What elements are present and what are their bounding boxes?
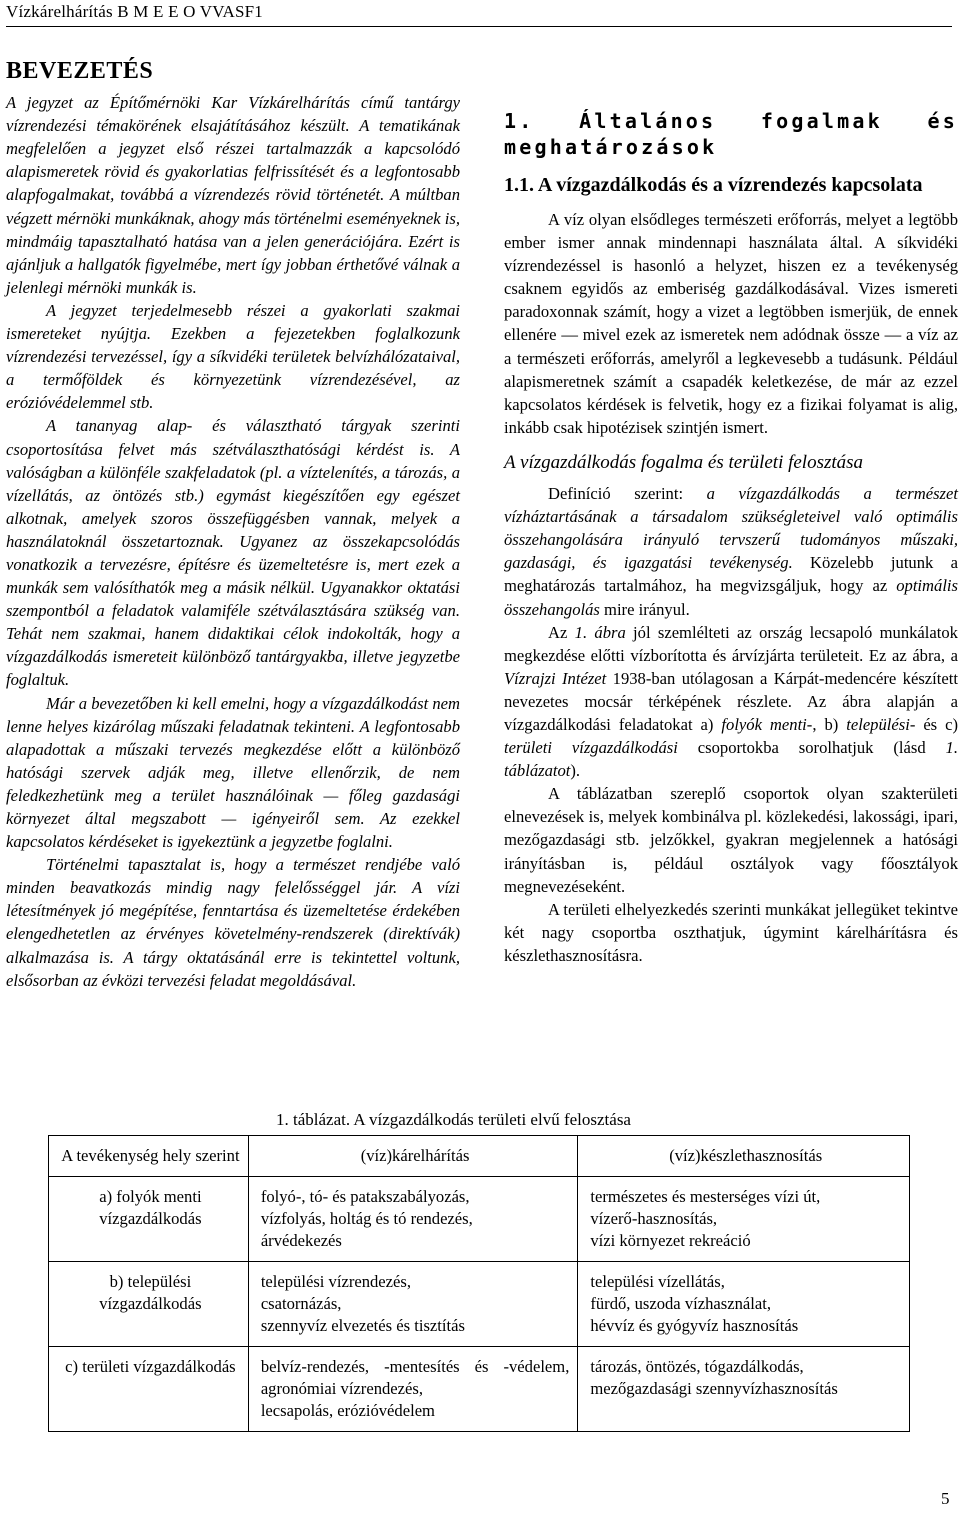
header-cell-damage-control: (víz)kárelhárítás: [248, 1136, 578, 1177]
text-run: - és c): [909, 714, 959, 734]
damage-control-cell: [248, 1262, 578, 1347]
table-caption: 1. táblázat. A vízgazdálkodás területi elvű felosztása: [276, 1110, 631, 1129]
definition-mid: Közelebb jutunk a meghatározás tartalmához, ha megvizsgáljuk, hogy az: [504, 553, 958, 596]
cell-line: vízi környezet rekreáció: [590, 1231, 751, 1250]
resource-use-cell: [578, 1262, 910, 1347]
intro-paragraph: A jegyzet terjedelmesebb részei a gyakorlati szakmai ismereteket nyújtja. Ezekben a fejezetekben foglalkozunk vízrendezési tervezéssel, így a síkvidéki területek belvízhálózataival, a termőföldek és környezetünk vízrendezésével, az erózióvédelemmel stb.: [6, 300, 460, 413]
row-label: c) területi vízgazdálkodás: [49, 1347, 249, 1432]
figure-paragraph: [504, 621, 958, 783]
cell-line: szennyvíz elvezetés és tisztítás: [260, 1316, 465, 1335]
cell-line: csatornázás,: [260, 1294, 342, 1313]
running-header: Vízkárelhárítás B M E E O VVASF1: [6, 2, 952, 27]
body-paragraph: A területi elhelyezkedés szerinti munkákat jellegüket tekintve két nagy csoportba oszthatjuk, úgymint kárelhárításra és készlethasznosításra.: [504, 899, 958, 965]
cell-line: folyó-, tó- és patakszabályozás,: [260, 1187, 470, 1206]
allocation-table: [48, 1135, 910, 1432]
institute-name: Vízrajzi Intézet: [504, 668, 607, 688]
intro-paragraph: A tananyag alap- és választható tárgyak szerinti csoportosítása felvet más szétválaszthatósági kérdést is. A valóságban a különféle szakfeladatok (pl. a víztelenítés, a tározás, a vízellátás, az öntözés stb.) egymást kiegészítően egy egészet alkotnak, amelyek szoros összefüggésben vannak, melyek a használatoknál összetartoznak. Ugyanez az összekapcsolódás vonatkozik a tervezésre, építésre és üzemeltetésre is, mert ezek a munkák sem valósíthatók meg a másik nélkül. Ugyanakkor oktatási szempontból a feladatok valamiféle szétválasztására szükség van. Tehát nem szakmai, hanem didaktikai célok indokolták, hogy a vízgazdálkodás ismereteit különböző tantárgyakba, illetve jegyzetbe foglaltuk.: [6, 416, 460, 690]
cell-line: települési vízellátás,: [590, 1272, 725, 1291]
cell-line: vízfolyás, holtág és tó rendezés,: [260, 1209, 473, 1228]
text-run: Az: [548, 622, 575, 642]
header-cell-resource-use: (víz)készlethasznosítás: [578, 1136, 910, 1177]
figure-reference: 1. ábra: [574, 622, 626, 642]
cell-line: vízerő-hasznosítás,: [590, 1209, 718, 1228]
cell-line: belvíz-rendezés, -mentesítés és -védelem, agronómiai vízrendezés,: [260, 1357, 570, 1398]
body-paragraph: A víz olyan elsődleges természeti erőforrás, melyet a legtöbb ember ismer annak mindennapi használata által. A síkvidéki vízrendezéssel is hasonló a helyzet, hiszen ez a tevékenység csaknem egyidős az emberiség gazdálkodásával. Vizes ismereti paradoxonnak számít, hogy a vizet a legtöbben ismerjük, de ennek ellenére — mivel ezek az ismeretek nem adódnak össze — a víz az a természeti erőforrás, amelyről a legkevesebb a tudásunk. Például alapismeretnek számít a csapadék keletkezése, de már az ezzel kapcsolatos kérdések is felvetik, hogy ez a fizikai folyamat is alig, inkább csak hipotézisek szintjén ismert.: [504, 210, 958, 437]
intro-title: BEVEZETÉS: [6, 58, 154, 84]
text-run: ).: [570, 761, 581, 781]
damage-control-cell: [248, 1177, 578, 1262]
intro-paragraph: A jegyzet az Építőmérnöki Kar Vízkárelhárítás című tantárgy vízrendezési témakörének elsajátításához készült. A tematikának megfelelően a jegyzet első részei tartalmazzák a kapcsolódó alapismeretek rövid és gyakorlatias felfrissítését és a legfontosabb alapfogalmakat, továbbá a vízrendezés rövid történetét. A múltban végzett mérnöki munkáknak, ahogy más történelmi eseményeknek is, mindmáig tapasztalható hatása van a jelen generációjára. Ezért is ajánljuk a hallgatók figyelmébe, mert így jobban érthetővé válnak a jelenlegi mérnöki munkák is.: [6, 93, 460, 297]
group-a-term: folyók menti: [721, 714, 807, 734]
definition-lead: Definíció szerint:: [548, 484, 707, 504]
cell-line: mezőgazdasági szennyvízhasznosítás: [590, 1379, 838, 1398]
intro-paragraph: Történelmi tapasztalat is, hogy a természet rendjébe való minden beavatkozás mindig nagy felelősséggel jár. A vízi létesítmények jó megépítése, fenntartása és üzemeltetése érdekében elengedhetetlen az érvényes követelmény-rendszerek (direktívák) alkalmazása is. A tárgy oktatásánál erre is tekintettel voltunk, elsősorban az évközi tervezési feladat megoldásával.: [6, 855, 460, 990]
damage-control-cell: [248, 1347, 578, 1432]
table-reference: 1. táblázatot: [504, 738, 958, 781]
cell-line: természetes és mesterséges vízi út,: [590, 1187, 821, 1206]
cell-line: fürdő, uszoda vízhasználat,: [590, 1294, 771, 1313]
definition-paragraph: [504, 482, 958, 621]
table-row: [49, 1177, 910, 1262]
table-row: [49, 1347, 910, 1432]
resource-use-cell: [578, 1347, 910, 1432]
row-label: b) települési vízgazdálkodás: [49, 1262, 249, 1347]
table-header-row: [49, 1136, 910, 1177]
chapter-title: 1. Általános fogalmak és meghatározások: [504, 109, 958, 159]
resource-use-cell: [578, 1177, 910, 1262]
section-title: 1.1. A vízgazdálkodás és a vízrendezés kapcsolata: [504, 174, 923, 196]
cell-line: lecsapolás, erózióvédelem: [260, 1401, 435, 1420]
cell-line: árvédekezés: [260, 1231, 342, 1250]
cell-line: települési vízrendezés,: [260, 1272, 412, 1291]
intro-column: [6, 60, 460, 992]
chapter-column: [504, 108, 958, 967]
table-row: [49, 1262, 910, 1347]
body-paragraph: A táblázatban szereplő csoportok olyan szakterületi elnevezések is, melyek kombinálva pl. közlekedési, lakossági, ipari, mezőgazdasági stb. jelzőkkel, gyakran megjelennek a hatósági irányításban is, például osztályok vagy főosztályok megnevezéseként.: [504, 784, 958, 896]
intro-paragraph: Már a bevezetőben ki kell emelni, hogy a vízgazdálkodást nem lenne helyes kizárólag műszaki feladatnak tekinteni. A legfontosabb alapadottak a műszaki tervezés megkezdése előtt a különböző hatósági szervek adják meg, illetve ellenőrzik, de nem feledkezhetünk meg a terület használóinak — főleg gazdasági környezet által megszabott — igényeiről sem. Az ezekkel kapcsolatos kérdéseket is igyekeztünk a jegyzetbe foglalni.: [6, 693, 460, 852]
header-cell-location: A tevékenység hely szerint: [49, 1136, 249, 1177]
text-run: jól szemlélteti az ország lecsapoló munkálatok megkezdése előtti vízborította és árvízjárta területeit. Ez az ábra, a: [504, 622, 958, 665]
group-c-term: területi vízgazdálkodási: [504, 738, 678, 758]
definition-emphasis: optimális összehangolás: [504, 576, 958, 619]
subsection-title: A vízgazdálkodás fogalma és területi felosztása: [504, 451, 864, 473]
row-label: a) folyók menti vízgazdálkodás: [49, 1177, 249, 1262]
group-b-term: települési: [846, 714, 910, 734]
text-run: -, b): [806, 714, 847, 734]
cell-line: hévvíz és gyógyvíz hasznosítás: [590, 1316, 799, 1335]
text-run: 1938-ban utólagosan a Kárpát-medencére készített nevezetes mocsár térképének részlete. Az ábra alapján a vízgazdálkodási feladatokat a): [504, 668, 958, 734]
page-number: 5: [941, 1489, 950, 1508]
definition-end: mire irányul.: [599, 599, 690, 619]
text-run: csoportokba sorolhatjuk (lásd: [677, 738, 946, 758]
definition-text: a vízgazdálkodás a természet vízháztartásának a társadalom szükségleteivel való optimális összehangolására irányuló tervszerű tudományos műszaki, gazdasági, és igazgatási tevékenység.: [504, 484, 958, 573]
cell-line: tározás, öntözés, tógazdálkodás,: [590, 1357, 804, 1376]
